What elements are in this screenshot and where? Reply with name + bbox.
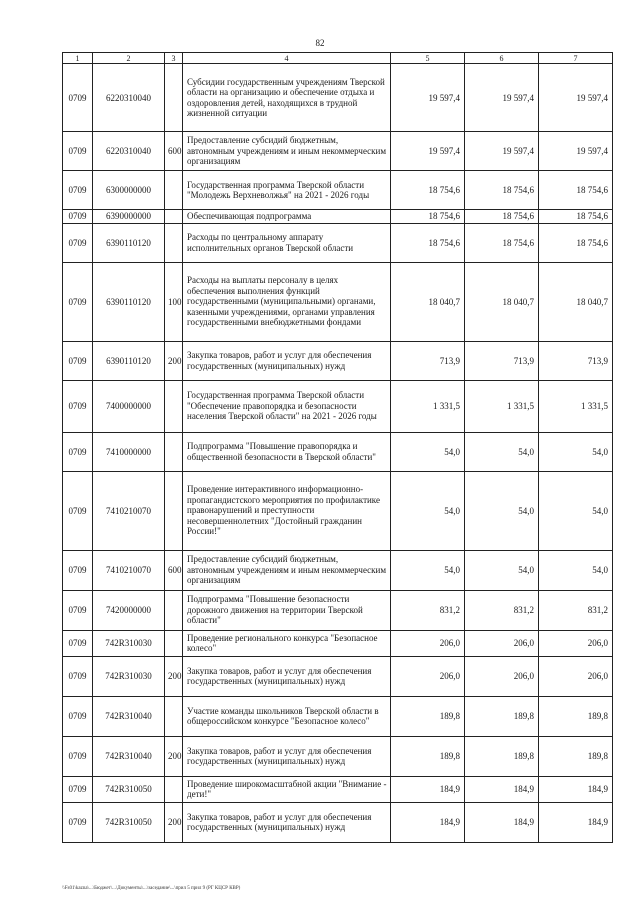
expense-type-cell bbox=[165, 210, 183, 224]
table-row bbox=[63, 380, 613, 432]
amount-col5-cell: 54,0 bbox=[391, 550, 465, 590]
target-article-cell: 6390110120 bbox=[93, 223, 165, 262]
description-cell: Предоставление субсидий бюджетным, автономным учреждениям и иным некоммерческим организациям bbox=[183, 132, 391, 171]
amount-col6-cell: 206,0 bbox=[465, 630, 539, 656]
expense-type-cell: 200 bbox=[165, 802, 183, 842]
expense-type-cell bbox=[165, 432, 183, 471]
amount-col5-cell: 54,0 bbox=[391, 432, 465, 471]
amount-col6-cell: 189,8 bbox=[465, 696, 539, 736]
section-code-cell: 0709 bbox=[63, 656, 93, 696]
amount-col7-cell: 18 754,6 bbox=[539, 210, 613, 224]
table-row bbox=[63, 471, 613, 550]
section-code-cell: 0709 bbox=[63, 776, 93, 802]
table-row bbox=[63, 590, 613, 630]
description-cell: Обеспечивающая подпрограмма bbox=[183, 210, 391, 224]
amount-col5-cell: 18 040,7 bbox=[391, 262, 465, 341]
amount-col7-cell: 184,9 bbox=[539, 802, 613, 842]
description-cell: Государственная программа Тверской области "Обеспечение правопорядка и безопасности населения Тверской области" на 2021 - 2026 годы bbox=[183, 380, 391, 432]
expense-type-cell: 200 bbox=[165, 736, 183, 776]
section-code-cell: 0709 bbox=[63, 64, 93, 132]
amount-col5-cell: 18 754,6 bbox=[391, 223, 465, 262]
amount-col7-cell: 54,0 bbox=[539, 471, 613, 550]
table-row bbox=[63, 341, 613, 380]
amount-col6-cell: 19 597,4 bbox=[465, 64, 539, 132]
table-row bbox=[63, 550, 613, 590]
amount-col6-cell: 713,9 bbox=[465, 341, 539, 380]
table-row bbox=[63, 432, 613, 471]
amount-col5-cell: 184,9 bbox=[391, 776, 465, 802]
amount-col5-cell: 189,8 bbox=[391, 696, 465, 736]
expense-type-cell bbox=[165, 776, 183, 802]
amount-col7-cell: 206,0 bbox=[539, 656, 613, 696]
description-cell: Закупка товаров, работ и услуг для обеспечения государственных (муниципальных) нужд bbox=[183, 656, 391, 696]
expense-type-cell bbox=[165, 590, 183, 630]
description-cell: Расходы по центральному аппарату исполнительных органов Тверской области bbox=[183, 223, 391, 262]
header-col-4: 4 bbox=[183, 53, 391, 64]
target-article-cell: 6220310040 bbox=[93, 64, 165, 132]
amount-col6-cell: 18 754,6 bbox=[465, 210, 539, 224]
amount-col7-cell: 831,2 bbox=[539, 590, 613, 630]
expense-type-cell bbox=[165, 223, 183, 262]
table-row bbox=[63, 802, 613, 842]
amount-col6-cell: 206,0 bbox=[465, 656, 539, 696]
target-article-cell: 742R310050 bbox=[93, 802, 165, 842]
amount-col5-cell: 184,9 bbox=[391, 802, 465, 842]
amount-col6-cell: 831,2 bbox=[465, 590, 539, 630]
amount-col6-cell: 54,0 bbox=[465, 432, 539, 471]
section-code-cell: 0709 bbox=[63, 471, 93, 550]
amount-col7-cell: 18 754,6 bbox=[539, 223, 613, 262]
section-code-cell: 0709 bbox=[63, 341, 93, 380]
table-row bbox=[63, 630, 613, 656]
amount-col7-cell: 713,9 bbox=[539, 341, 613, 380]
amount-col6-cell: 54,0 bbox=[465, 550, 539, 590]
description-cell: Подпрограмма "Повышение безопасности дорожного движения на территории Тверской области" bbox=[183, 590, 391, 630]
section-code-cell: 0709 bbox=[63, 132, 93, 171]
amount-col5-cell: 19 597,4 bbox=[391, 132, 465, 171]
section-code-cell: 0709 bbox=[63, 630, 93, 656]
target-article-cell: 742R310040 bbox=[93, 696, 165, 736]
amount-col5-cell: 54,0 bbox=[391, 471, 465, 550]
target-article-cell: 7400000000 bbox=[93, 380, 165, 432]
target-article-cell: 7410000000 bbox=[93, 432, 165, 471]
amount-col5-cell: 206,0 bbox=[391, 656, 465, 696]
section-code-cell: 0709 bbox=[63, 590, 93, 630]
section-code-cell: 0709 bbox=[63, 380, 93, 432]
amount-col5-cell: 19 597,4 bbox=[391, 64, 465, 132]
expense-type-cell: 100 bbox=[165, 262, 183, 341]
section-code-cell: 0709 bbox=[63, 210, 93, 224]
description-cell: Закупка товаров, работ и услуг для обеспечения государственных (муниципальных) нужд bbox=[183, 802, 391, 842]
description-cell: Закупка товаров, работ и услуг для обеспечения государственных (муниципальных) нужд bbox=[183, 736, 391, 776]
amount-col7-cell: 18 040,7 bbox=[539, 262, 613, 341]
section-code-cell: 0709 bbox=[63, 696, 93, 736]
amount-col6-cell: 1 331,5 bbox=[465, 380, 539, 432]
amount-col5-cell: 189,8 bbox=[391, 736, 465, 776]
header-col-3: 3 bbox=[165, 53, 183, 64]
expense-type-cell bbox=[165, 471, 183, 550]
description-cell: Государственная программа Тверской области "Молодежь Верхневолжья" на 2021 - 2026 годы bbox=[183, 171, 391, 210]
amount-col6-cell: 18 040,7 bbox=[465, 262, 539, 341]
amount-col5-cell: 1 331,5 bbox=[391, 380, 465, 432]
section-code-cell: 0709 bbox=[63, 171, 93, 210]
description-cell: Субсидии государственным учреждениям Тверской области на организацию и обеспечение отдыха и оздоровления детей, находящихся в трудной жизненной ситуации bbox=[183, 64, 391, 132]
section-code-cell: 0709 bbox=[63, 802, 93, 842]
amount-col5-cell: 18 754,6 bbox=[391, 210, 465, 224]
budget-table bbox=[62, 52, 613, 843]
table-row bbox=[63, 736, 613, 776]
table-body bbox=[63, 64, 613, 843]
target-article-cell: 6390110120 bbox=[93, 262, 165, 341]
description-cell: Проведение интерактивного информационно-пропагандистского мероприятия по профилактике правонарушений и преступности несовершеннолетних "Достойный гражданин России!" bbox=[183, 471, 391, 550]
table-row bbox=[63, 171, 613, 210]
target-article-cell: 7410210070 bbox=[93, 550, 165, 590]
amount-col6-cell: 18 754,6 bbox=[465, 223, 539, 262]
footer-path: \\Fs01\kazna\...\Бюджет\...\Документы\...\заседание\...\прил 5 прил 9 (РГ КЦСР КВР) bbox=[62, 886, 241, 891]
amount-col7-cell: 184,9 bbox=[539, 776, 613, 802]
table-row bbox=[63, 262, 613, 341]
header-col-7: 7 bbox=[539, 53, 613, 64]
table-row bbox=[63, 696, 613, 736]
description-cell: Участие команды школьников Тверской области в общероссийском конкурсе "Безопасное колесо" bbox=[183, 696, 391, 736]
amount-col5-cell: 713,9 bbox=[391, 341, 465, 380]
expense-type-cell bbox=[165, 630, 183, 656]
description-cell: Проведение широкомасштабной акции "Внимание - дети!" bbox=[183, 776, 391, 802]
table-row bbox=[63, 210, 613, 224]
expense-type-cell: 600 bbox=[165, 550, 183, 590]
section-code-cell: 0709 bbox=[63, 550, 93, 590]
table-row bbox=[63, 64, 613, 132]
amount-col7-cell: 19 597,4 bbox=[539, 132, 613, 171]
amount-col7-cell: 18 754,6 bbox=[539, 171, 613, 210]
target-article-cell: 742R310040 bbox=[93, 736, 165, 776]
amount-col7-cell: 189,8 bbox=[539, 736, 613, 776]
amount-col7-cell: 54,0 bbox=[539, 432, 613, 471]
amount-col5-cell: 831,2 bbox=[391, 590, 465, 630]
header-col-2: 2 bbox=[93, 53, 165, 64]
target-article-cell: 742R310030 bbox=[93, 656, 165, 696]
description-cell: Подпрограмма "Повышение правопорядка и общественной безопасности в Тверской области" bbox=[183, 432, 391, 471]
description-cell: Предоставление субсидий бюджетным, автономным учреждениям и иным некоммерческим организациям bbox=[183, 550, 391, 590]
amount-col7-cell: 19 597,4 bbox=[539, 64, 613, 132]
target-article-cell: 7420000000 bbox=[93, 590, 165, 630]
section-code-cell: 0709 bbox=[63, 262, 93, 341]
header-col-5: 5 bbox=[391, 53, 465, 64]
header-col-6: 6 bbox=[465, 53, 539, 64]
amount-col6-cell: 184,9 bbox=[465, 776, 539, 802]
amount-col5-cell: 18 754,6 bbox=[391, 171, 465, 210]
target-article-cell: 6390110120 bbox=[93, 341, 165, 380]
amount-col6-cell: 19 597,4 bbox=[465, 132, 539, 171]
target-article-cell: 742R310030 bbox=[93, 630, 165, 656]
description-cell: Закупка товаров, работ и услуг для обеспечения государственных (муниципальных) нужд bbox=[183, 341, 391, 380]
target-article-cell: 6220310040 bbox=[93, 132, 165, 171]
description-cell: Расходы на выплаты персоналу в целях обеспечения выполнения функций государственными (муниципальными) органами, казенными учреждениями, органами управления государственными внебюджетными фондами bbox=[183, 262, 391, 341]
table-row bbox=[63, 132, 613, 171]
amount-col7-cell: 1 331,5 bbox=[539, 380, 613, 432]
table-row bbox=[63, 223, 613, 262]
target-article-cell: 742R310050 bbox=[93, 776, 165, 802]
amount-col6-cell: 189,8 bbox=[465, 736, 539, 776]
amount-col6-cell: 18 754,6 bbox=[465, 171, 539, 210]
section-code-cell: 0709 bbox=[63, 736, 93, 776]
expense-type-cell: 200 bbox=[165, 341, 183, 380]
table-header bbox=[63, 53, 613, 64]
amount-col5-cell: 206,0 bbox=[391, 630, 465, 656]
expense-type-cell: 600 bbox=[165, 132, 183, 171]
expense-type-cell: 200 bbox=[165, 656, 183, 696]
section-code-cell: 0709 bbox=[63, 432, 93, 471]
table-row bbox=[63, 776, 613, 802]
expense-type-cell bbox=[165, 696, 183, 736]
table-row bbox=[63, 656, 613, 696]
header-col-1: 1 bbox=[63, 53, 93, 64]
target-article-cell: 6300000000 bbox=[93, 171, 165, 210]
expense-type-cell bbox=[165, 380, 183, 432]
amount-col7-cell: 189,8 bbox=[539, 696, 613, 736]
page-number: 82 bbox=[315, 38, 325, 48]
amount-col6-cell: 184,9 bbox=[465, 802, 539, 842]
expense-type-cell bbox=[165, 171, 183, 210]
target-article-cell: 7410210070 bbox=[93, 471, 165, 550]
description-cell: Проведение регионального конкурса "Безопасное колесо" bbox=[183, 630, 391, 656]
expense-type-cell bbox=[165, 64, 183, 132]
section-code-cell: 0709 bbox=[63, 223, 93, 262]
amount-col7-cell: 54,0 bbox=[539, 550, 613, 590]
amount-col6-cell: 54,0 bbox=[465, 471, 539, 550]
target-article-cell: 6390000000 bbox=[93, 210, 165, 224]
amount-col7-cell: 206,0 bbox=[539, 630, 613, 656]
